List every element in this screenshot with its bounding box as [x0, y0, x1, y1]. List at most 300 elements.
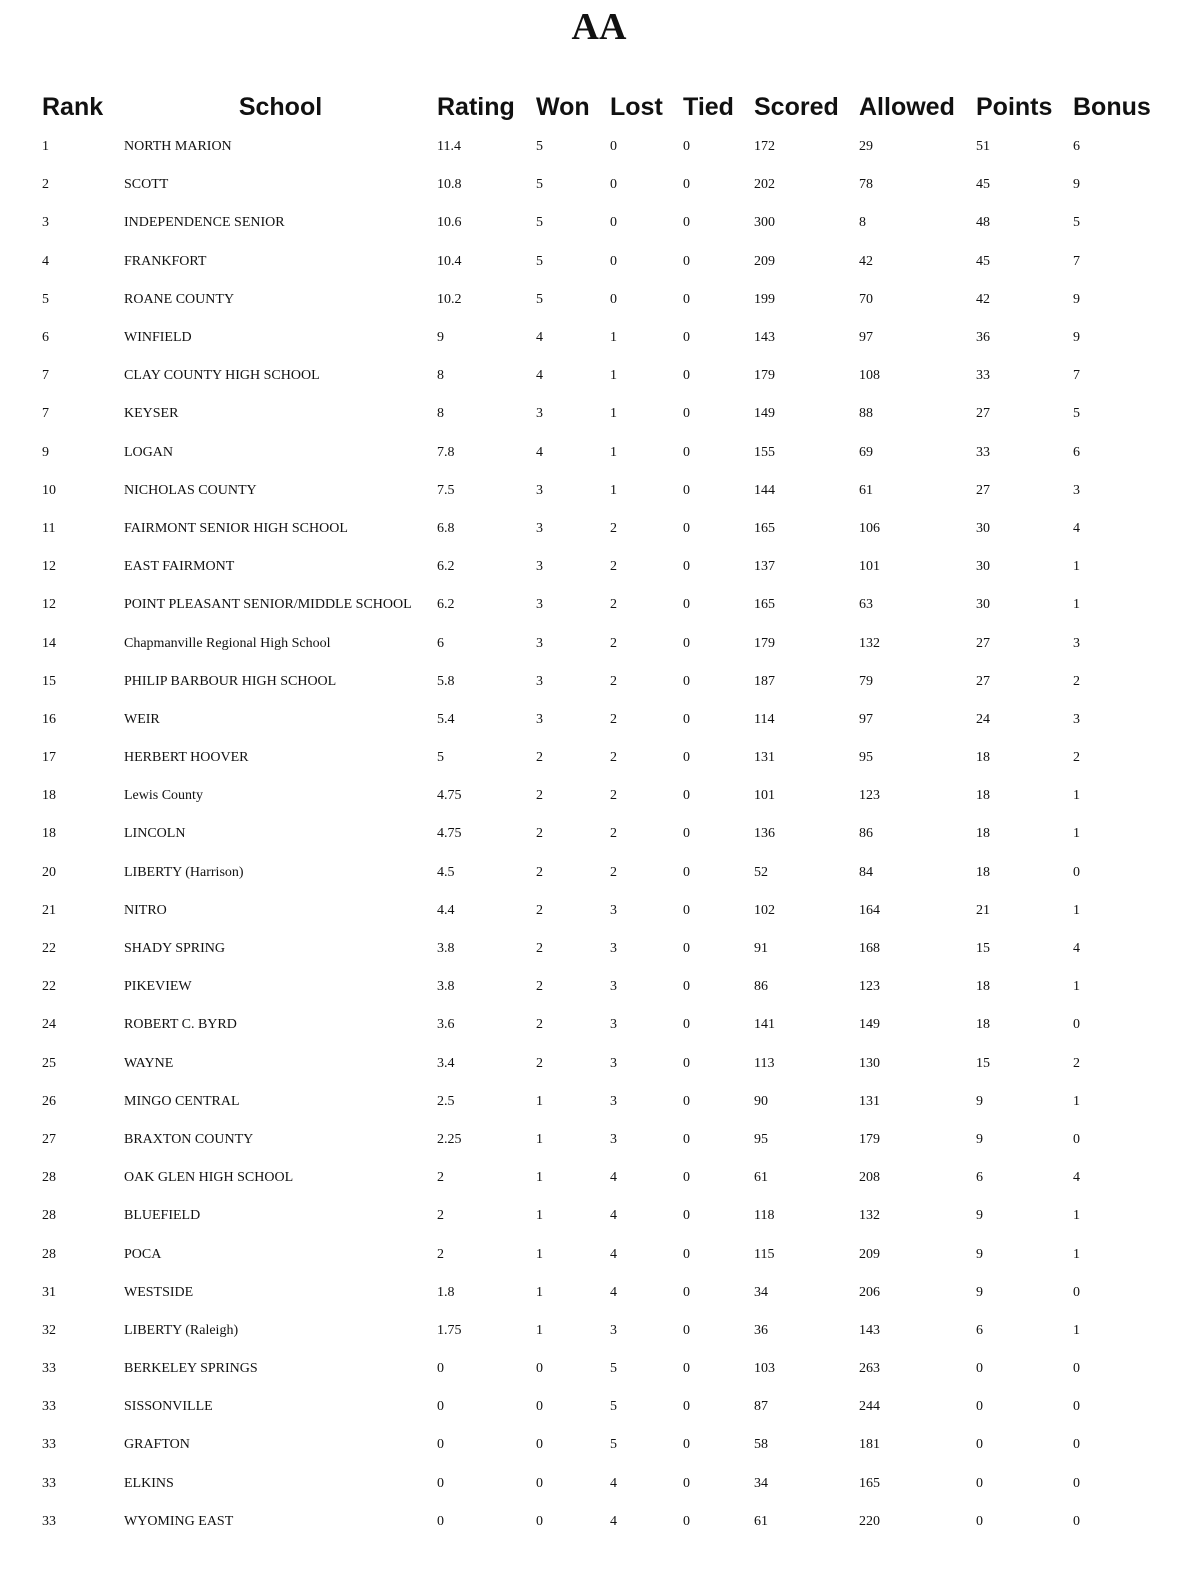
cell-scored: 113: [754, 1055, 775, 1071]
cell-tied: 0: [683, 1399, 690, 1415]
cell-points: 9: [976, 1208, 983, 1224]
cell-rank: 3: [42, 215, 49, 231]
cell-scored: 95: [754, 1131, 768, 1147]
cell-rank: 9: [42, 444, 49, 460]
cell-won: 5: [536, 215, 543, 231]
cell-points: 0: [976, 1399, 983, 1415]
cell-points: 15: [976, 1055, 990, 1071]
cell-school: WEIR: [124, 711, 160, 727]
cell-allowed: 123: [859, 788, 880, 804]
cell-allowed: 86: [859, 826, 873, 842]
cell-school: CLAY COUNTY HIGH SCHOOL: [124, 368, 320, 384]
cell-rating: 3.6: [437, 1017, 455, 1033]
cell-lost: 2: [610, 864, 617, 880]
cell-rank: 20: [42, 864, 56, 880]
cell-scored: 143: [754, 330, 775, 346]
cell-tied: 0: [683, 941, 690, 957]
cell-points: 27: [976, 673, 990, 689]
cell-tied: 0: [683, 520, 690, 536]
cell-lost: 4: [610, 1246, 617, 1262]
cell-scored: 61: [754, 1170, 768, 1186]
cell-school: BRAXTON COUNTY: [124, 1131, 254, 1147]
cell-rating: 6.2: [437, 597, 455, 613]
cell-allowed: 88: [859, 406, 873, 422]
cell-bonus: 3: [1073, 711, 1080, 727]
cell-won: 4: [536, 444, 543, 460]
cell-scored: 179: [754, 368, 775, 384]
cell-won: 2: [536, 1017, 543, 1033]
table-row: [0, 1350, 1198, 1388]
cell-school: SCOTT: [124, 177, 169, 193]
cell-tied: 0: [683, 864, 690, 880]
cell-bonus: 0: [1073, 1399, 1080, 1415]
cell-lost: 3: [610, 902, 617, 918]
header-won: Won: [536, 92, 590, 121]
cell-won: 3: [536, 635, 543, 651]
table-row: [0, 548, 1198, 586]
table-row: [0, 243, 1198, 281]
cell-won: 2: [536, 902, 543, 918]
cell-scored: 131: [754, 750, 775, 766]
cell-bonus: 7: [1073, 368, 1080, 384]
cell-points: 9: [976, 1246, 983, 1262]
cell-allowed: 123: [859, 979, 880, 995]
cell-tied: 0: [683, 1170, 690, 1186]
cell-rank: 7: [42, 368, 49, 384]
cell-points: 9: [976, 1284, 983, 1300]
cell-rating: 10.8: [437, 177, 462, 193]
cell-lost: 3: [610, 1093, 617, 1109]
cell-scored: 114: [754, 711, 775, 727]
cell-won: 1: [536, 1131, 543, 1147]
cell-allowed: 206: [859, 1284, 880, 1300]
cell-scored: 115: [754, 1246, 775, 1262]
cell-lost: 4: [610, 1513, 617, 1529]
cell-tied: 0: [683, 1131, 690, 1147]
cell-won: 0: [536, 1475, 543, 1491]
cell-school: ROBERT C. BYRD: [124, 1017, 237, 1033]
cell-rank: 14: [42, 635, 56, 651]
cell-school: Lewis County: [124, 788, 203, 804]
cell-rank: 33: [42, 1399, 56, 1415]
cell-school: PIKEVIEW: [124, 979, 192, 995]
table-row: [0, 1312, 1198, 1350]
cell-bonus: 5: [1073, 215, 1080, 231]
cell-rating: 2.5: [437, 1093, 455, 1109]
cell-points: 27: [976, 406, 990, 422]
cell-rank: 28: [42, 1246, 56, 1262]
cell-scored: 202: [754, 177, 775, 193]
cell-won: 2: [536, 826, 543, 842]
cell-allowed: 95: [859, 750, 873, 766]
cell-points: 21: [976, 902, 990, 918]
cell-rank: 26: [42, 1093, 56, 1109]
cell-tied: 0: [683, 1208, 690, 1224]
cell-allowed: 69: [859, 444, 873, 460]
standings-table: [0, 86, 1198, 1541]
cell-bonus: 1: [1073, 788, 1080, 804]
cell-allowed: 42: [859, 253, 873, 269]
cell-won: 0: [536, 1399, 543, 1415]
cell-rank: 12: [42, 597, 56, 613]
cell-points: 30: [976, 520, 990, 536]
cell-tied: 0: [683, 406, 690, 422]
cell-lost: 2: [610, 559, 617, 575]
cell-bonus: 2: [1073, 750, 1080, 766]
cell-rating: 11.4: [437, 139, 461, 155]
cell-points: 15: [976, 941, 990, 957]
cell-rating: 7.5: [437, 482, 455, 498]
cell-lost: 1: [610, 406, 617, 422]
cell-school: NORTH MARION: [124, 139, 232, 155]
cell-lost: 2: [610, 597, 617, 613]
cell-scored: 149: [754, 406, 775, 422]
cell-tied: 0: [683, 444, 690, 460]
cell-tied: 0: [683, 253, 690, 269]
cell-scored: 165: [754, 597, 775, 613]
cell-won: 1: [536, 1170, 543, 1186]
cell-lost: 2: [610, 711, 617, 727]
cell-rank: 21: [42, 902, 56, 918]
cell-bonus: 4: [1073, 1170, 1080, 1186]
table-row: [0, 510, 1198, 548]
cell-scored: 300: [754, 215, 775, 231]
cell-school: ELKINS: [124, 1475, 174, 1491]
cell-school: BERKELEY SPRINGS: [124, 1361, 258, 1377]
cell-points: 18: [976, 1017, 990, 1033]
cell-won: 3: [536, 673, 543, 689]
table-row: [0, 586, 1198, 624]
cell-lost: 2: [610, 750, 617, 766]
cell-won: 5: [536, 291, 543, 307]
cell-allowed: 164: [859, 902, 880, 918]
cell-bonus: 6: [1073, 139, 1080, 155]
cell-won: 1: [536, 1284, 543, 1300]
cell-points: 0: [976, 1361, 983, 1377]
cell-bonus: 3: [1073, 635, 1080, 651]
cell-points: 30: [976, 559, 990, 575]
cell-school: LOGAN: [124, 444, 173, 460]
cell-scored: 172: [754, 139, 775, 155]
cell-rank: 32: [42, 1322, 56, 1338]
table-row: [0, 1121, 1198, 1159]
cell-bonus: 1: [1073, 559, 1080, 575]
cell-allowed: 131: [859, 1093, 880, 1109]
cell-lost: 1: [610, 368, 617, 384]
cell-rank: 33: [42, 1437, 56, 1453]
cell-lost: 4: [610, 1284, 617, 1300]
cell-rating: 4.75: [437, 788, 462, 804]
table-row: [0, 739, 1198, 777]
cell-allowed: 181: [859, 1437, 880, 1453]
cell-won: 2: [536, 979, 543, 995]
table-row: [0, 1045, 1198, 1083]
header-allowed: Allowed: [859, 92, 955, 121]
table-row: [0, 624, 1198, 662]
cell-rating: 7.8: [437, 444, 455, 460]
cell-rank: 33: [42, 1361, 56, 1377]
cell-school: BLUEFIELD: [124, 1208, 201, 1224]
cell-tied: 0: [683, 1513, 690, 1529]
cell-tied: 0: [683, 597, 690, 613]
cell-points: 0: [976, 1513, 983, 1529]
cell-allowed: 108: [859, 368, 880, 384]
cell-school: NITRO: [124, 902, 167, 918]
cell-points: 0: [976, 1475, 983, 1491]
cell-rank: 15: [42, 673, 56, 689]
cell-tied: 0: [683, 1361, 690, 1377]
cell-bonus: 3: [1073, 482, 1080, 498]
cell-school: FRANKFORT: [124, 253, 207, 269]
cell-scored: 144: [754, 482, 775, 498]
cell-tied: 0: [683, 1017, 690, 1033]
cell-rank: 12: [42, 559, 56, 575]
cell-bonus: 1: [1073, 1322, 1080, 1338]
cell-tied: 0: [683, 979, 690, 995]
table-row: [0, 395, 1198, 433]
cell-allowed: 168: [859, 941, 880, 957]
cell-tied: 0: [683, 559, 690, 575]
cell-rating: 3.8: [437, 979, 455, 995]
cell-rank: 28: [42, 1170, 56, 1186]
cell-rating: 6.8: [437, 520, 455, 536]
cell-rating: 4.75: [437, 826, 462, 842]
cell-school: MINGO CENTRAL: [124, 1093, 240, 1109]
cell-tied: 0: [683, 826, 690, 842]
cell-won: 3: [536, 597, 543, 613]
cell-tied: 0: [683, 1284, 690, 1300]
cell-tied: 0: [683, 1055, 690, 1071]
cell-won: 3: [536, 559, 543, 575]
cell-points: 42: [976, 291, 990, 307]
cell-won: 0: [536, 1513, 543, 1529]
cell-scored: 90: [754, 1093, 768, 1109]
table-row: [0, 1465, 1198, 1503]
cell-lost: 5: [610, 1361, 617, 1377]
cell-lost: 0: [610, 139, 617, 155]
cell-lost: 0: [610, 291, 617, 307]
cell-scored: 87: [754, 1399, 768, 1415]
cell-tied: 0: [683, 788, 690, 804]
cell-tied: 0: [683, 368, 690, 384]
cell-bonus: 0: [1073, 1475, 1080, 1491]
cell-tied: 0: [683, 635, 690, 651]
cell-bonus: 9: [1073, 291, 1080, 307]
cell-scored: 86: [754, 979, 768, 995]
cell-rank: 27: [42, 1131, 56, 1147]
cell-lost: 5: [610, 1399, 617, 1415]
cell-bonus: 5: [1073, 406, 1080, 422]
cell-school: OAK GLEN HIGH SCHOOL: [124, 1170, 294, 1186]
cell-allowed: 8: [859, 215, 866, 231]
table-row: [0, 1274, 1198, 1312]
cell-allowed: 143: [859, 1322, 880, 1338]
cell-points: 27: [976, 482, 990, 498]
cell-points: 18: [976, 788, 990, 804]
cell-allowed: 220: [859, 1513, 880, 1529]
header-row: [0, 86, 1198, 128]
header-rank: Rank: [42, 92, 104, 121]
cell-school: POCA: [124, 1246, 162, 1262]
cell-rating: 3.8: [437, 941, 455, 957]
cell-bonus: 0: [1073, 1437, 1080, 1453]
cell-scored: 52: [754, 864, 768, 880]
cell-rank: 6: [42, 330, 49, 346]
cell-rating: 3.4: [437, 1055, 455, 1071]
table-row: [0, 968, 1198, 1006]
cell-won: 4: [536, 330, 543, 346]
cell-school: WYOMING EAST: [124, 1513, 234, 1529]
cell-school: GRAFTON: [124, 1437, 190, 1453]
table-row: [0, 1159, 1198, 1197]
header-tied: Tied: [683, 92, 734, 121]
cell-tied: 0: [683, 1093, 690, 1109]
header-bonus: Bonus: [1073, 92, 1151, 121]
cell-lost: 4: [610, 1170, 617, 1186]
cell-rating: 0: [437, 1437, 444, 1453]
cell-rank: 18: [42, 788, 56, 804]
cell-won: 4: [536, 368, 543, 384]
cell-rating: 4.5: [437, 864, 455, 880]
cell-lost: 3: [610, 1055, 617, 1071]
cell-lost: 0: [610, 177, 617, 193]
table-row: [0, 166, 1198, 204]
cell-scored: 137: [754, 559, 775, 575]
cell-scored: 141: [754, 1017, 775, 1033]
cell-scored: 209: [754, 253, 775, 269]
cell-rating: 0: [437, 1361, 444, 1377]
cell-rating: 2: [437, 1208, 444, 1224]
cell-points: 36: [976, 330, 990, 346]
cell-bonus: 1: [1073, 1093, 1080, 1109]
cell-rank: 33: [42, 1475, 56, 1491]
cell-rating: 10.2: [437, 291, 462, 307]
cell-rating: 10.6: [437, 215, 462, 231]
cell-lost: 5: [610, 1437, 617, 1453]
cell-allowed: 106: [859, 520, 880, 536]
cell-allowed: 263: [859, 1361, 880, 1377]
cell-lost: 2: [610, 673, 617, 689]
cell-won: 1: [536, 1322, 543, 1338]
cell-rank: 33: [42, 1513, 56, 1529]
cell-rank: 31: [42, 1284, 56, 1300]
table-row: [0, 1006, 1198, 1044]
cell-bonus: 9: [1073, 177, 1080, 193]
cell-lost: 1: [610, 482, 617, 498]
cell-tied: 0: [683, 750, 690, 766]
cell-allowed: 97: [859, 711, 873, 727]
cell-bonus: 4: [1073, 941, 1080, 957]
table-row: [0, 128, 1198, 166]
cell-allowed: 70: [859, 291, 873, 307]
cell-allowed: 149: [859, 1017, 880, 1033]
cell-rank: 10: [42, 482, 56, 498]
cell-school: PHILIP BARBOUR HIGH SCHOOL: [124, 673, 337, 689]
cell-school: KEYSER: [124, 406, 179, 422]
header-scored: Scored: [754, 92, 839, 121]
cell-allowed: 165: [859, 1475, 880, 1491]
cell-lost: 2: [610, 635, 617, 651]
cell-bonus: 2: [1073, 1055, 1080, 1071]
cell-points: 6: [976, 1322, 983, 1338]
cell-lost: 2: [610, 788, 617, 804]
cell-scored: 103: [754, 1361, 775, 1377]
cell-rank: 16: [42, 711, 56, 727]
cell-school: LIBERTY (Harrison): [124, 864, 244, 880]
cell-rating: 5.4: [437, 711, 455, 727]
cell-tied: 0: [683, 177, 690, 193]
cell-won: 5: [536, 253, 543, 269]
cell-school: SHADY SPRING: [124, 941, 226, 957]
cell-points: 51: [976, 139, 990, 155]
header-school: School: [238, 92, 323, 121]
cell-rating: 0: [437, 1513, 444, 1529]
table-row: [0, 1197, 1198, 1235]
cell-won: 2: [536, 864, 543, 880]
table-row: [0, 1083, 1198, 1121]
cell-bonus: 2: [1073, 673, 1080, 689]
cell-scored: 101: [754, 788, 775, 804]
cell-won: 0: [536, 1437, 543, 1453]
cell-tied: 0: [683, 1475, 690, 1491]
cell-scored: 91: [754, 941, 768, 957]
cell-scored: 179: [754, 635, 775, 651]
cell-scored: 102: [754, 902, 775, 918]
cell-rating: 8: [437, 368, 444, 384]
cell-scored: 187: [754, 673, 775, 689]
cell-rank: 24: [42, 1017, 56, 1033]
cell-school: WAYNE: [124, 1055, 174, 1071]
cell-allowed: 84: [859, 864, 873, 880]
table-row: [0, 472, 1198, 510]
cell-rating: 6: [437, 635, 444, 651]
cell-rank: 4: [42, 253, 49, 269]
table-row: [0, 1426, 1198, 1464]
cell-rating: 4.4: [437, 902, 455, 918]
table-row: [0, 1235, 1198, 1273]
cell-tied: 0: [683, 291, 690, 307]
cell-won: 3: [536, 482, 543, 498]
table-row: [0, 357, 1198, 395]
cell-bonus: 0: [1073, 864, 1080, 880]
cell-rank: 17: [42, 750, 56, 766]
cell-school: LIBERTY (Raleigh): [124, 1322, 239, 1338]
table-row: [0, 854, 1198, 892]
cell-lost: 4: [610, 1475, 617, 1491]
cell-lost: 0: [610, 253, 617, 269]
cell-scored: 34: [754, 1475, 768, 1491]
cell-allowed: 78: [859, 177, 873, 193]
cell-points: 45: [976, 177, 990, 193]
cell-points: 24: [976, 711, 990, 727]
cell-school: NICHOLAS COUNTY: [124, 482, 257, 498]
table-row: [0, 319, 1198, 357]
cell-allowed: 63: [859, 597, 873, 613]
cell-allowed: 29: [859, 139, 873, 155]
cell-school: INDEPENDENCE SENIOR: [124, 215, 285, 231]
cell-won: 1: [536, 1246, 543, 1262]
cell-points: 48: [976, 215, 990, 231]
cell-won: 0: [536, 1361, 543, 1377]
cell-tied: 0: [683, 902, 690, 918]
cell-bonus: 0: [1073, 1284, 1080, 1300]
cell-points: 6: [976, 1170, 983, 1186]
cell-school: POINT PLEASANT SENIOR/MIDDLE SCHOOL: [124, 597, 412, 613]
cell-bonus: 1: [1073, 979, 1080, 995]
table-row: [0, 434, 1198, 472]
page-title: AA: [571, 6, 627, 48]
cell-points: 9: [976, 1131, 983, 1147]
